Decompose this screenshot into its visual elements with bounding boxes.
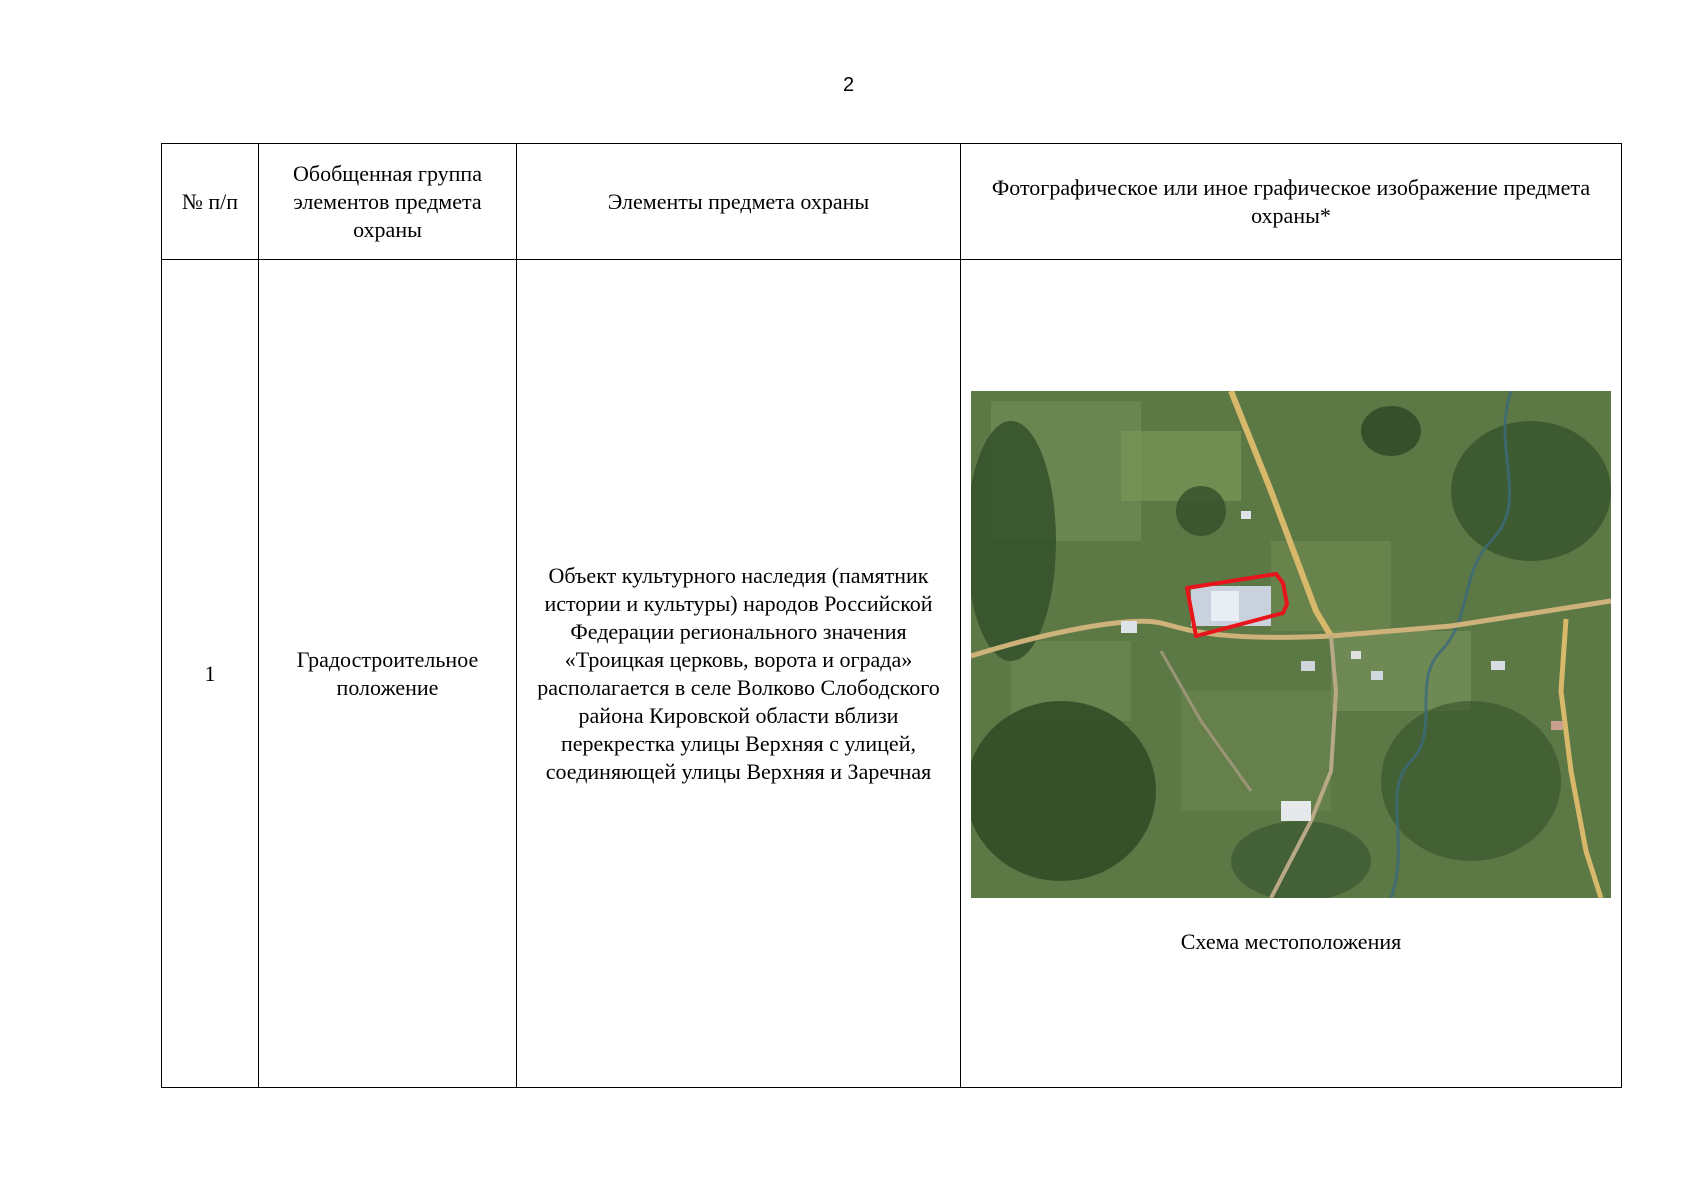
row-elements: Объект культурного наследия (памятник истории и культуры) народов Российской Федерации регионального значения «Троицкая церковь, ворота и ограда» располагается в селе Волково Слободского района Кировской области вблизи перекрестка улицы Верхняя с улицей, соединяющей улицы Верхняя и Заречная <box>517 260 961 1088</box>
satellite-map-image <box>971 391 1611 898</box>
page-number: 2 <box>842 74 855 96</box>
header-num: № п/п <box>162 144 259 260</box>
header-image: Фотографическое или иное графическое изображение предмета охраны* <box>961 144 1622 260</box>
header-group: Обобщенная группа элементов предмета охраны <box>259 144 517 260</box>
map-caption: Схема местоположения <box>1180 929 1402 954</box>
row-num: 1 <box>162 260 259 1088</box>
header-elements: Элементы предмета охраны <box>517 144 961 260</box>
location-map <box>971 391 1611 956</box>
row-group: Градостроительное положение <box>259 260 517 1088</box>
protection-table <box>161 143 1622 1088</box>
table-row <box>162 260 1622 1088</box>
row-image-cell <box>961 260 1622 1088</box>
table-header-row <box>162 144 1622 260</box>
